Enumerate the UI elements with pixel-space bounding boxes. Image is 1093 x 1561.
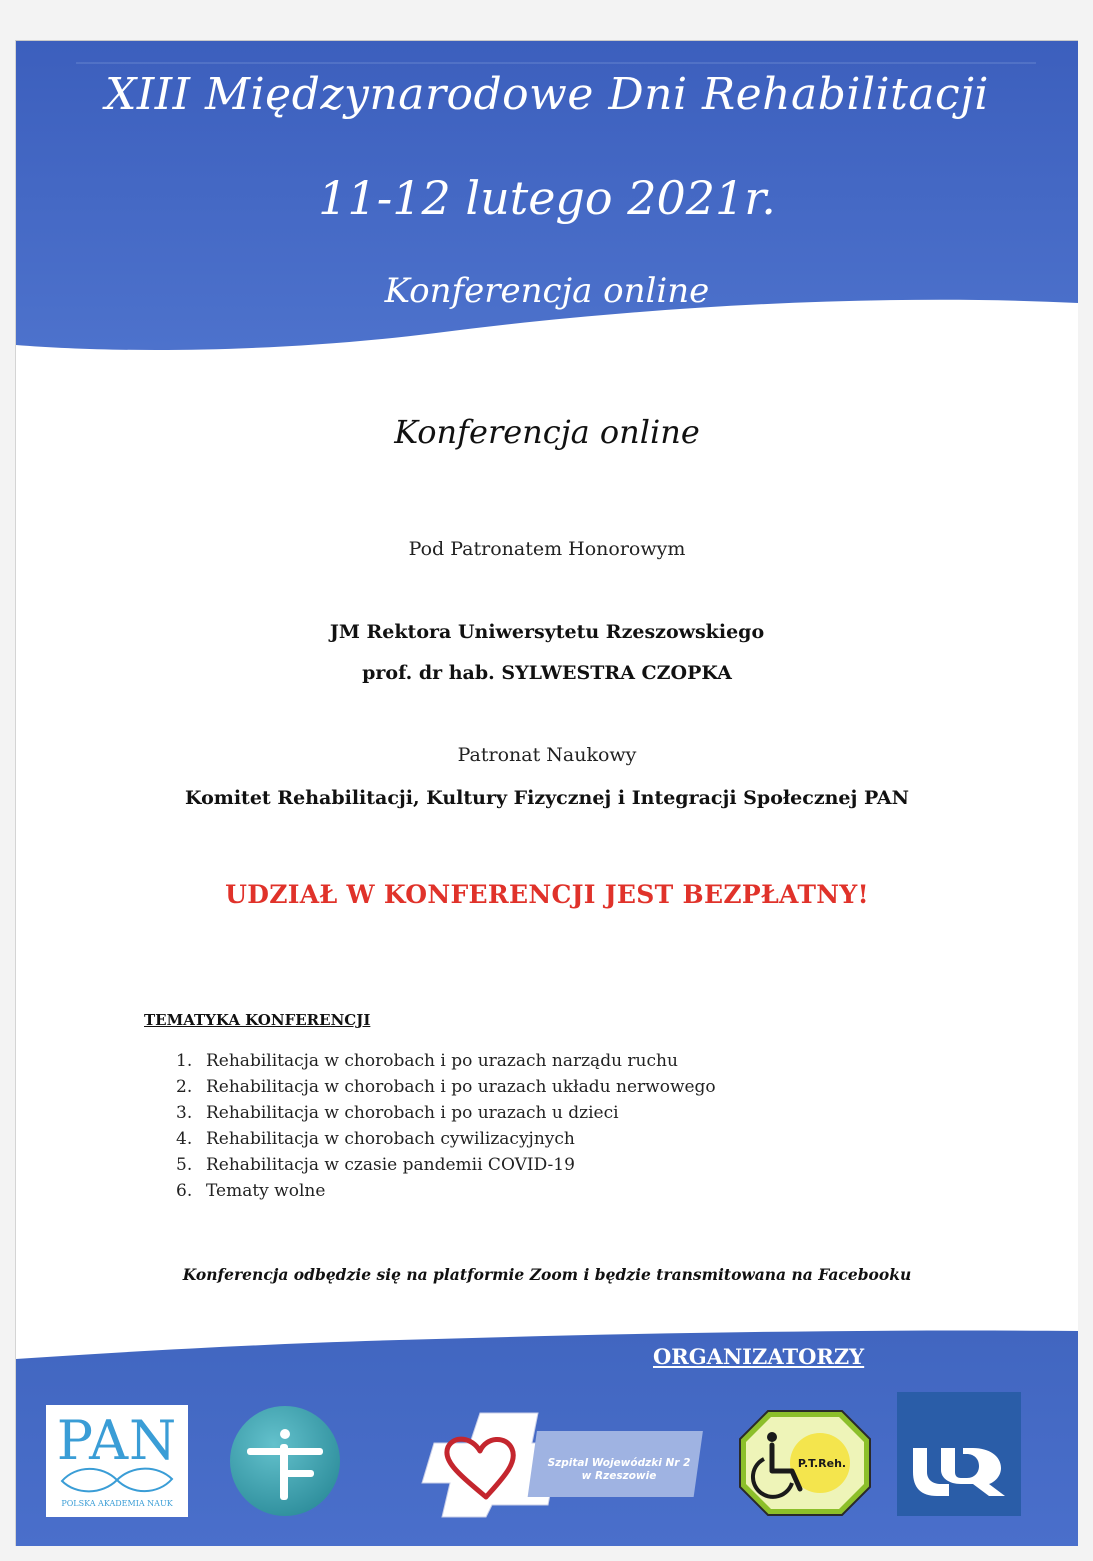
topic-number: 4. bbox=[176, 1129, 193, 1149]
topic-number: 2. bbox=[176, 1077, 193, 1097]
conference-title: XIII Międzynarodowe Dni Rehabilitacji bbox=[105, 69, 989, 120]
topic-text: Tematy wolne bbox=[206, 1181, 326, 1201]
topic-item bbox=[166, 1178, 716, 1204]
rehab-committee-logo bbox=[228, 1404, 342, 1518]
ur-monogram-icon bbox=[897, 1392, 1021, 1516]
topic-number: 5. bbox=[176, 1155, 193, 1175]
hospital-name-line2: w Rzeszowie bbox=[581, 1470, 657, 1482]
topic-item bbox=[166, 1100, 716, 1126]
pan-logo bbox=[46, 1405, 188, 1517]
rector-name: prof. dr hab. SYLWESTRA CZOPKA bbox=[362, 662, 732, 684]
infinity-icon bbox=[56, 1463, 178, 1497]
flyer-page bbox=[15, 40, 1078, 1546]
conference-date: 11-12 lutego 2021r. bbox=[318, 171, 776, 225]
organizers-heading: ORGANIZATORZY bbox=[653, 1344, 865, 1369]
hospital-name bbox=[544, 1457, 694, 1483]
conference-type: Konferencja online bbox=[394, 413, 700, 451]
topic-item bbox=[166, 1126, 716, 1152]
topic-item bbox=[166, 1152, 716, 1178]
hospital-logo bbox=[420, 1409, 710, 1521]
scientific-committee: Komitet Rehabilitacji, Kultury Fizycznej i Integracji Społecznej PAN bbox=[184, 787, 910, 809]
conference-subtitle: Konferencja online bbox=[384, 271, 710, 311]
free-participation-notice: UDZIAŁ W KONFERENCJI JEST BEZPŁATNY! bbox=[225, 880, 869, 909]
topics-heading: TEMATYKA KONFERENCJI bbox=[144, 1011, 371, 1029]
rector-title: JM Rektora Uniwersytetu Rzeszowskiego bbox=[329, 621, 765, 643]
topic-number: 6. bbox=[176, 1181, 193, 1201]
ptreh-logo bbox=[738, 1409, 872, 1517]
topics-list bbox=[166, 1048, 716, 1204]
person-figure-icon bbox=[228, 1404, 342, 1518]
topic-item bbox=[166, 1074, 716, 1100]
honorary-patronage-label: Pod Patronatem Honorowym bbox=[408, 538, 686, 560]
ptreh-text: P.T.Reh. bbox=[797, 1457, 847, 1470]
topic-text: Rehabilitacja w czasie pandemii COVID-19 bbox=[206, 1155, 575, 1175]
topic-text: Rehabilitacja w chorobach cywilizacyjnych bbox=[206, 1129, 575, 1149]
topic-item bbox=[166, 1048, 716, 1074]
pan-logo-text: PAN bbox=[56, 1409, 178, 1472]
topic-text: Rehabilitacja w chorobach i po urazach narządu ruchu bbox=[206, 1051, 678, 1071]
ur-logo bbox=[897, 1392, 1021, 1516]
header-band bbox=[16, 41, 1078, 361]
platform-note: Konferencja odbędzie się na platformie Zoom i będzie transmitowana na Facebooku bbox=[182, 1265, 912, 1284]
topic-text: Rehabilitacja w chorobach i po urazach u dzieci bbox=[206, 1103, 619, 1123]
topic-number: 3. bbox=[176, 1103, 193, 1123]
pan-logo-subtext: POLSKA AKADEMIA NAUK bbox=[61, 1499, 173, 1508]
topic-number: 1. bbox=[176, 1051, 193, 1071]
topic-text: Rehabilitacja w chorobach i po urazach układu nerwowego bbox=[206, 1077, 716, 1097]
scientific-patronage-label: Patronat Naukowy bbox=[457, 744, 637, 766]
hospital-name-line1: Szpital Wojewódzki Nr 2 bbox=[547, 1457, 691, 1469]
